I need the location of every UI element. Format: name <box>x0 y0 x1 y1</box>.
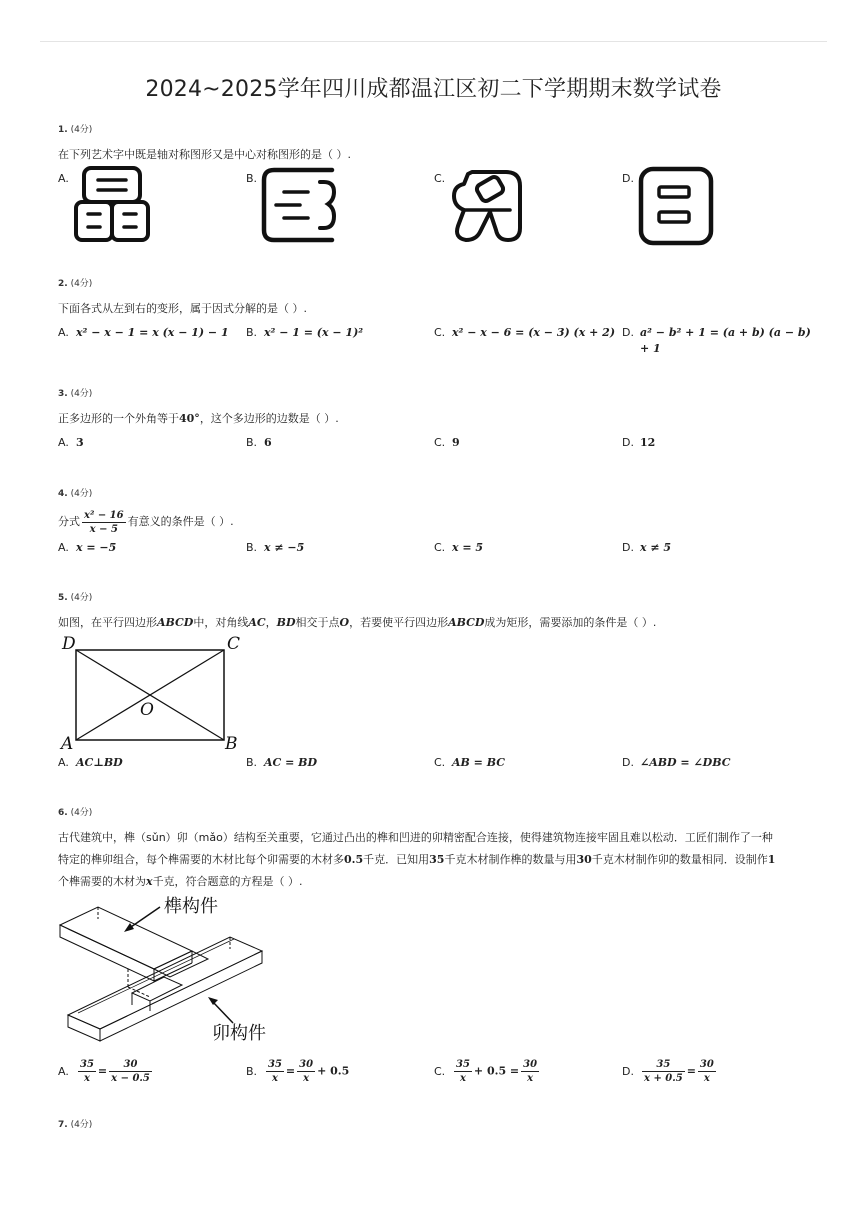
option-label: A. <box>58 1064 69 1078</box>
option-math: x ≠ 5 <box>640 541 672 554</box>
stem-math: 0.5 <box>344 853 364 866</box>
option-label: A. <box>58 756 69 769</box>
option-math: a² − b² + 1 = (a + b) (a − b) <box>640 326 811 339</box>
fraction-denominator: x <box>271 1073 278 1084</box>
q3-option-d <box>622 436 655 449</box>
option-label: B. <box>246 756 258 769</box>
q2-option-b <box>246 326 363 339</box>
q6-option-c <box>434 1058 541 1085</box>
fraction-denominator: x <box>459 1073 466 1084</box>
q5-option-d <box>622 756 730 769</box>
stem-text: 如图，在平行四边形 <box>58 616 157 629</box>
stem-math: x <box>146 875 153 888</box>
tenon-label: 榫构件 <box>164 896 218 917</box>
question-score: (4分) <box>70 489 93 499</box>
mortise-label: 卯构件 <box>212 1023 266 1044</box>
fraction <box>698 1058 716 1085</box>
option-math: x² − x − 6 = (x − 3) (x + 2) <box>452 326 616 339</box>
stem-text: 千克木材制作榫的数量与用 <box>444 853 577 866</box>
stem-line-1: 古代建筑中，榫（sǔn）卯（mǎo）结构至关重要，它通过凸出的榫和凹进的卯精密配合连接，使得建筑物连接牢固且难以松动．工匠们制作了一种 <box>58 831 773 844</box>
option-label: B. <box>246 436 258 449</box>
option-label: C. <box>434 1064 446 1078</box>
question-number: 1. <box>58 125 68 135</box>
option-label: A. <box>58 541 69 554</box>
fraction-denominator: x − 0.5 <box>111 1073 150 1084</box>
fraction-numerator: 35 <box>268 1059 282 1070</box>
option-math: + 1 <box>640 342 661 355</box>
question-number: 2. <box>58 279 68 289</box>
option-label: D. <box>622 541 634 554</box>
option-math: 6 <box>264 436 272 449</box>
stem-text: 千克．已知用 <box>363 853 430 866</box>
expression-tail: + 0.5 <box>317 1064 350 1078</box>
vertex-label-d: D <box>62 634 76 654</box>
q2-option-d-continued <box>640 342 661 355</box>
fraction-denominator: x <box>303 1073 310 1084</box>
stem-text: 有意义的条件是（ ）. <box>127 515 234 528</box>
fraction-denominator: x − 5 <box>89 523 118 535</box>
option-label: C. <box>434 326 446 339</box>
q4-option-b <box>246 541 304 554</box>
q1-glyph-d <box>638 166 716 246</box>
question-2-stem: 下面各式从左到右的变形，属于因式分解的是（ ）. <box>58 302 307 315</box>
question-5-header <box>58 590 92 603</box>
fraction-numerator: x² − 16 <box>84 509 124 521</box>
fraction-denominator: x <box>527 1073 534 1084</box>
fraction-numerator: 30 <box>523 1059 538 1070</box>
option-math: 12 <box>640 436 656 449</box>
option-label: D. <box>622 756 634 769</box>
fraction <box>642 1058 685 1085</box>
stem-text: 相交于点 <box>295 616 340 629</box>
equals-sign: = <box>686 1064 696 1078</box>
option-label: D. <box>622 326 634 339</box>
fraction-denominator: x + 0.5 <box>644 1073 683 1084</box>
fraction-denominator: x <box>703 1073 710 1084</box>
fraction <box>521 1058 539 1085</box>
fraction-numerator: 35 <box>642 1058 685 1072</box>
fraction <box>78 1058 96 1085</box>
stem-text: 特定的榫卯组合，每个榫需要的木材比每个卯需要的木材多 <box>58 853 344 866</box>
option-math: ∠ABD = ∠DBC <box>640 756 731 769</box>
q1-glyph-c <box>450 166 528 244</box>
question-score: (4分) <box>70 125 93 135</box>
stem-text: ，若要使平行四边形 <box>349 616 449 629</box>
stem-math: 30 <box>576 853 592 866</box>
fraction-numerator: 30 <box>109 1058 152 1072</box>
question-5-stem <box>58 612 656 634</box>
fraction-numerator: 30 <box>299 1059 314 1070</box>
q4-option-a <box>58 541 116 554</box>
stem-text: 正多边形的一个外角等于 <box>58 412 179 425</box>
stem-math: ABCD <box>448 616 485 629</box>
option-math: x = −5 <box>76 541 117 554</box>
question-number: 4. <box>58 489 68 499</box>
stem-text: ， <box>265 616 277 629</box>
stem-math: ABCD <box>157 616 194 629</box>
expression-middle: + 0.5 = <box>473 1064 520 1078</box>
q2-option-c <box>434 326 615 339</box>
fraction <box>109 1058 152 1085</box>
option-math: x² − 1 = (x − 1)² <box>264 326 364 339</box>
option-label: B. <box>246 1064 258 1078</box>
q4-option-d <box>622 541 671 554</box>
stem-text: 中，对角线 <box>193 616 249 629</box>
q5-option-b <box>246 756 317 769</box>
option-math: AC = BD <box>264 756 318 769</box>
question-score: (4分) <box>70 593 93 603</box>
equals-sign: = <box>97 1064 108 1078</box>
option-label: D. <box>622 1064 634 1078</box>
q1-option-d-label: D. <box>622 172 634 185</box>
vertex-label-c: C <box>227 634 241 654</box>
option-label: B. <box>246 541 258 554</box>
option-label: C. <box>434 541 446 554</box>
question-number: 7. <box>58 1120 68 1130</box>
fraction-numerator: 35 <box>456 1059 470 1070</box>
vertex-label-a: A <box>61 734 74 754</box>
stem-text: ，这个多边形的边数是（ ）. <box>199 412 339 425</box>
q1-option-b-label: B. <box>246 172 258 185</box>
q1-option-c-label: C. <box>434 172 446 185</box>
option-label: D. <box>622 436 634 449</box>
stem-math: 1 <box>767 853 776 866</box>
stem-text: 个榫需要的木材为 <box>58 875 146 888</box>
equals-sign: = <box>285 1064 296 1078</box>
tenon-front-face <box>60 925 154 981</box>
q3-option-c <box>434 436 460 449</box>
option-label: C. <box>434 436 446 449</box>
q2-option-a <box>58 326 229 339</box>
mortise-top-face <box>68 937 262 1029</box>
question-4-header <box>58 486 92 499</box>
center-label-o: O <box>140 700 154 720</box>
q4-option-c <box>434 541 483 554</box>
stem-math: 40° <box>179 412 200 425</box>
top-divider <box>40 41 827 42</box>
stem-math: BD <box>276 616 296 629</box>
q3-option-a <box>58 436 84 449</box>
option-math: 3 <box>76 436 84 449</box>
q2-option-d <box>622 326 811 339</box>
q5-option-a <box>58 756 123 769</box>
option-math: AB = BC <box>452 756 505 769</box>
q3-option-b <box>246 436 272 449</box>
question-2-header <box>58 276 92 289</box>
stem-text: 千克，符合题意的方程是（ ）. <box>152 875 303 888</box>
question-7-header <box>58 1117 92 1130</box>
fraction <box>266 1058 284 1085</box>
question-6-header <box>58 805 92 818</box>
fraction-numerator: 35 <box>80 1059 94 1070</box>
question-6-stem <box>58 827 818 893</box>
option-label: A. <box>58 326 69 339</box>
q6-option-a <box>58 1058 154 1085</box>
question-3-header <box>58 386 92 399</box>
q1-glyph-b <box>262 166 340 244</box>
question-number: 5. <box>58 593 68 603</box>
mortise-end-face <box>68 1015 100 1041</box>
q1-glyph-a <box>74 166 152 244</box>
stem-text: 分式 <box>58 515 80 528</box>
fraction <box>297 1058 315 1085</box>
option-math: x² − x − 1 = x (x − 1) − 1 <box>76 326 229 339</box>
stem-math: 35 <box>429 853 445 866</box>
question-4-stem <box>58 508 234 536</box>
fraction-denominator: x <box>83 1073 90 1084</box>
question-3-stem <box>58 408 339 430</box>
q5-rectangle-figure <box>58 632 248 752</box>
question-1-stem: 在下列艺术字中既是轴对称图形又是中心对称图形的是（ ）. <box>58 148 351 161</box>
option-math: AC⊥BD <box>76 756 123 769</box>
question-score: (4分) <box>70 808 93 818</box>
q5-option-c <box>434 756 505 769</box>
option-label: B. <box>246 326 258 339</box>
stem-text: 成为矩形，需要添加的条件是（ ）. <box>484 616 657 629</box>
question-number: 3. <box>58 389 68 399</box>
option-math: 9 <box>452 436 460 449</box>
option-label: C. <box>434 756 446 769</box>
stem-fraction <box>82 509 126 536</box>
vertex-label-b: B <box>225 734 238 754</box>
stem-math: O <box>339 616 350 629</box>
stem-line-2 <box>58 849 818 871</box>
stem-line-3 <box>58 871 818 893</box>
option-math: x = 5 <box>452 541 484 554</box>
stem-text: 千克木材制作卯的数量相同．设制作 <box>591 853 768 866</box>
q6-option-d <box>622 1058 718 1085</box>
fraction <box>454 1058 472 1085</box>
q6-tenon-mortise-figure <box>58 893 278 1053</box>
stem-math: AC <box>248 616 266 629</box>
q6-option-b <box>246 1058 349 1085</box>
question-score: (4分) <box>70 1120 93 1130</box>
option-math: x ≠ −5 <box>264 541 305 554</box>
question-score: (4分) <box>70 279 93 289</box>
page-title: 2024~2025学年四川成都温江区初二下学期期末数学试卷 <box>145 77 722 102</box>
question-number: 6. <box>58 808 68 818</box>
fraction-numerator: 30 <box>699 1059 714 1070</box>
question-1-header <box>58 122 92 135</box>
q1-option-a-label: A. <box>58 172 69 185</box>
question-score: (4分) <box>70 389 93 399</box>
option-label: A. <box>58 436 69 449</box>
